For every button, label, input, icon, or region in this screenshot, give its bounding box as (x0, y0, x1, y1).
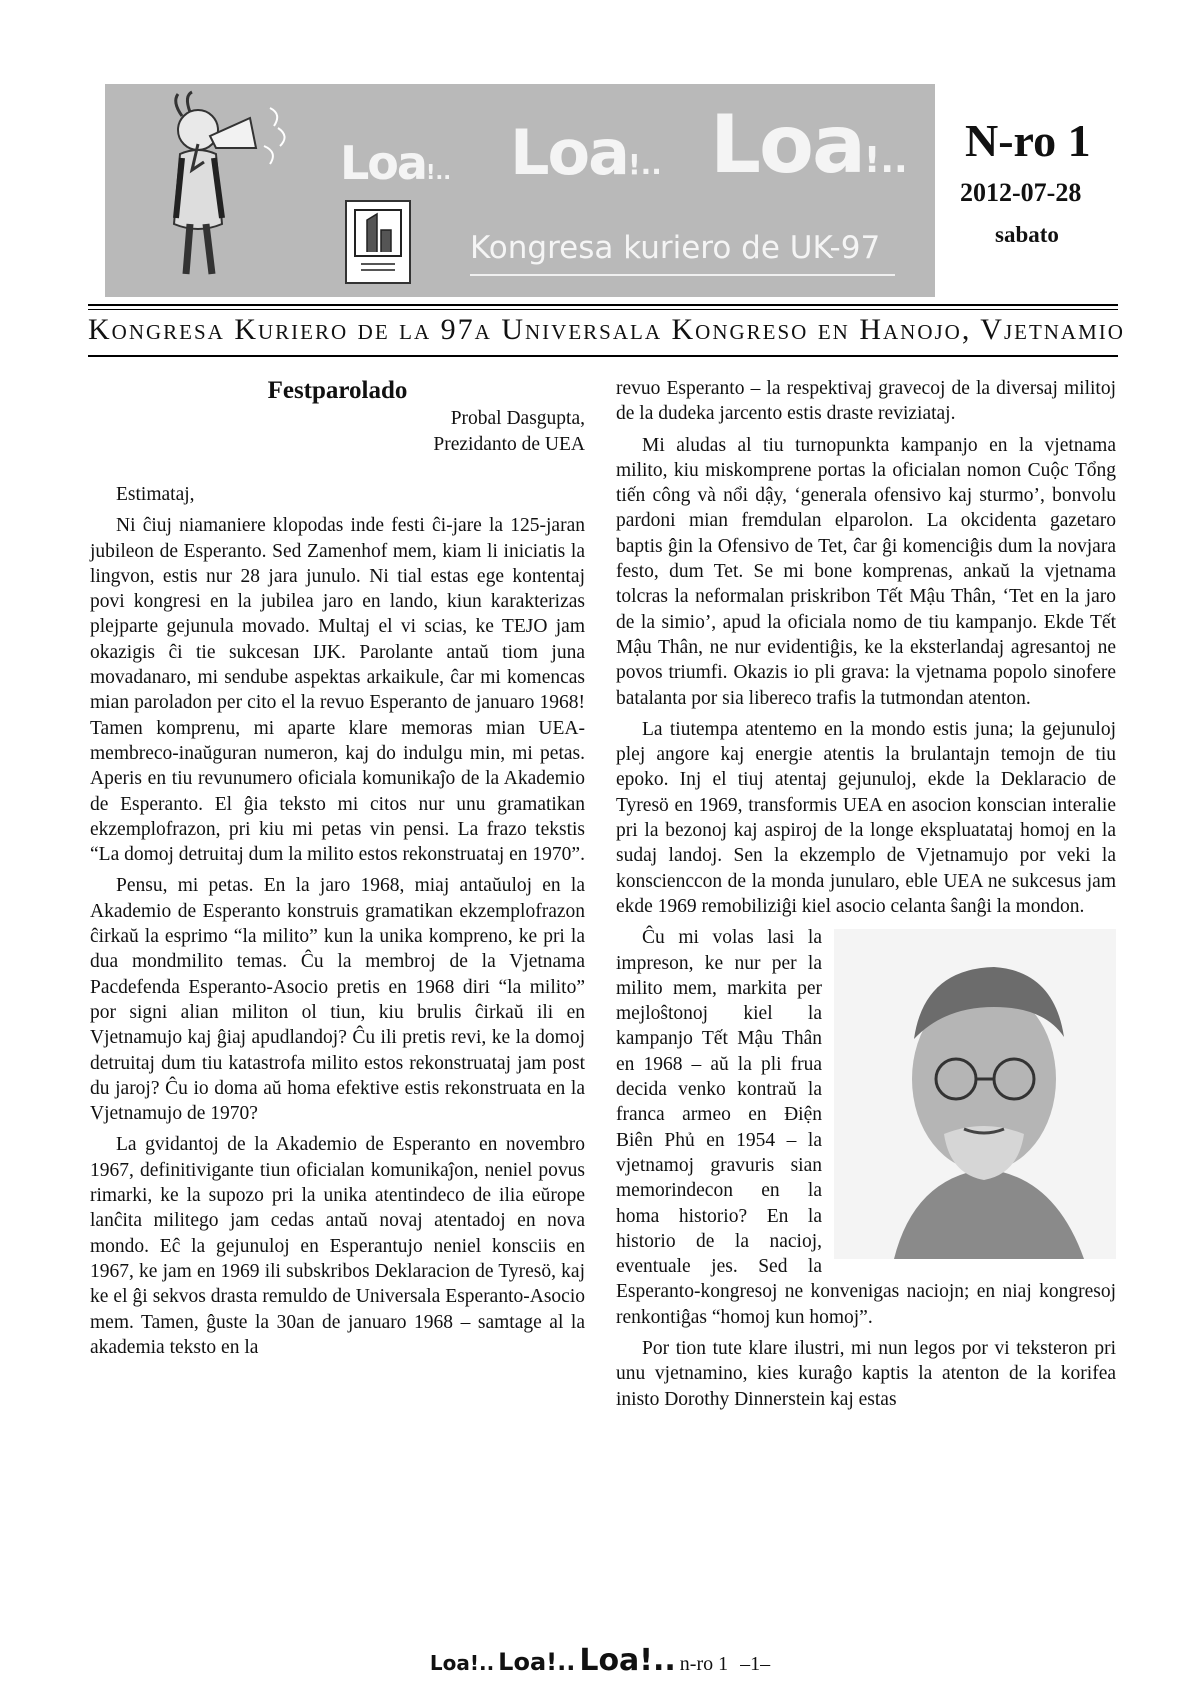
issue-date: 2012-07-28 (960, 178, 1082, 207)
masthead-tagline: Kongresa kuriero de UK-97 (470, 230, 895, 276)
article-title: Festparolado (267, 377, 408, 404)
article-paragraph: Estimataj, (116, 484, 195, 505)
author-portrait-icon (834, 929, 1116, 1259)
congress-emblem-icon (345, 200, 411, 284)
article-paragraph: Por tion tute klare ilustri, mi nun legos por vi teksteron pri unu vjetnamino, kies kuraĝo kaptis la atenton de la korifea inisto Dorothy Dinnerstein kaj estas (616, 1337, 1116, 1410)
issue-weekday: sabato (995, 222, 1059, 247)
author-photo (834, 929, 1116, 1259)
article-left-column (90, 376, 585, 1366)
article-paragraph: La gvidantoj de la Akademio de Esperanto en novembro 1967, definitivigante tiun oficialan komunikaĵon, neniel povus rimarki, ke la supozo pri la unika atentindeco de ilia eŭrope lanĉita militego jam cedas antaŭ novaj atentadoj en nova mondo. Eĉ la gejunuloj en Esperantujo neniel konsciis en 1967, ke jam en 1969 ili subskribos Deklaracion de Tyresö, kaj ke el ĝi sekvos drasta remuldo de Universala Esperanto-Asocio mem. Tamen, ĝuste la 30an de januaro 1968 – samtage al la akademia teksto en la (90, 1134, 585, 1358)
article-paragraph: Pensu, mi petas. En la jaro 1968, miaj antaŭuloj en la Akademio de Esperanto konstruis gramatikan ekzemplofrazon ĉirkaŭ la esprimo “la milito” kun la unika kompreno, ke pri la dua mondmilito temas. Ĉu la membroj de la Vjetnama Pacdefenda Esperanto-Asocio pretis en 1968 diri “la milito” por signi alian militon ol tiun, kiu brulis ĉirkaŭ ili en Vjetnamujo kaj ĝiaj apudlandoj? Ĉu ili pretis revi, ke la domoj detruitaj dum tiu katastrofa milito estos rekonstruataj jam post du jaroj? Ĉu io doma aŭ homa efektive estis rekonstruata en la Vjetnamujo de 1970? (90, 875, 585, 1125)
article-paragraph: Ĉu mi volas lasi la impreson, ke nur per la milito mem, markita per mejloŝtonoj kiel la kampanjo Tết Mậu Thân en 1968 – aŭ la pli frua decida venko kontraŭ la franca armeo en Điện Biên Phủ en 1954 – la vjetnamoj gravuris sian memorindecon en la homa historio? En la historio de la nacioj, eventuale jes. Sed la Esperanto-kongresoj ne konvenigas naciojn; en niaj kongresoj renkontiĝas “homoj kun homoj”. (616, 927, 1116, 1328)
footer-logo-small: Loa!.. (429, 1651, 495, 1675)
subtitle-divider (88, 355, 1118, 357)
footer-logo-medium: Loa!.. (498, 1648, 576, 1676)
page-footer (0, 1643, 1200, 1678)
newsletter-subtitle: Kongresa Kuriero de la 97a Universala Kongreso en Hanojo, Vjetnamio (88, 313, 1125, 346)
footer-logo-large: Loa!.. (579, 1643, 676, 1678)
logo-word-small: Loa!.. (340, 136, 452, 190)
mascot-with-megaphone-icon (160, 88, 335, 288)
author-name: Probal Dasgupta, (450, 408, 585, 429)
article-right-column (616, 376, 1116, 1418)
article-paragraph: Mi aludas al tiu turnopunkta kampanjo en la vjetnama milito, kiu miskomprene portas la oficialan nomon Cuộc Tổng tiến công và nổi dậy, ‘generala ofensivo kaj sturmo’, bonvolu pardoni mian fremdulan elparolon. La okcidenta gazetaro baptis ĝin la Ofensivo de Tet, ĉar ĝi komenciĝis dum la novjara festo, dum Tet. Se mi bone komprenas, ankaŭ la vjetnama tolcras la neformalan priskribon Tết Mậu Thân, ‘Tet en la jaro de la simio’, apud la oficiala nomo de tiu kampanjo. Ekde Tết Mậu Thân, ne nur evidentiĝis, ke la eksterlandaj agresantoj ne povos triumfi. Okazis io pli grava: la vjetnama popolo sinofere batalanta por sia libereco trafis la tutmondan atenton. (616, 434, 1116, 709)
logo-word-medium: Loa!.. (510, 116, 662, 189)
author-role: Prezidanto de UEA (433, 434, 585, 455)
page-number: –1– (740, 1653, 771, 1675)
article-paragraph: revuo Esperanto – la respektivaj gravecoj de la diversaj militoj de la dudeka jarcento estis draste reviziataj. (616, 378, 1116, 425)
footer-issue: n-ro 1 (679, 1653, 729, 1675)
logo-word-large: Loa!.. (710, 98, 908, 191)
byline (90, 406, 585, 458)
top-divider (88, 304, 1118, 306)
article-paragraph: La tiutempa atentemo en la mondo estis juna; la gejunuloj plej angore kaj energie atentis la brulantajn temojn de tiu epoko. Inj el tiuj atentaj gejunuloj, ekde la Deklaracio de Tyresö en 1969, transformis UEA en asocion konscian interalie pri la bezonoj kaj aspiroj de la longe ekspluatataj homoj en la sudaj landoj. Sen la ekzemplo de Vjetnamujo por veki la konscienccon de la monda junularo, eble UEA ne sukcesus jam ekde 1969 remobiliziĝi kiel asocio celanta ŝanĝi la mondon. (616, 718, 1116, 917)
top-divider-thin (88, 309, 1118, 310)
article-paragraph: Ni ĉiuj niamaniere klopodas inde festi ĉi-jare la 125-jaran jubileon de Esperanto. Sed Zamenhof mem, kiam li iniciatis la lingvon, estis nur 28 jara junulo. Ni tial estas ege kontentaj povi kongresi en la jubilea jaro en lando, kiun karakterizas plejparte gejunula movado. Multaj el vi scias, ke TEJO jam okazigis ĉi tie sukcesan IJK. Parolante antaŭ tiom juna movadanaro, mi sendube aspektas arkaikule, ĉar mi komencas mian paroladon per cito el la revuo Esperanto de januaro 1968! Tamen komprenu, mi aparte klare memoras mian UEA-membreco-inaŭguran numeron, kaj do indulgu min, mi petas. Aperis en tiu revunumero oficiala komunikaĵo de la Akademio de Esperanto. El ĝia teksto mi citos nur unu gramatikan ekzemplofrazon, pri kiu mi petas vin pensi. La frazo tekstis “La domoj detruitaj dum la milito estos rekonstruataj en 1970”. (90, 515, 585, 866)
issue-number: N-ro 1 (965, 115, 1091, 166)
